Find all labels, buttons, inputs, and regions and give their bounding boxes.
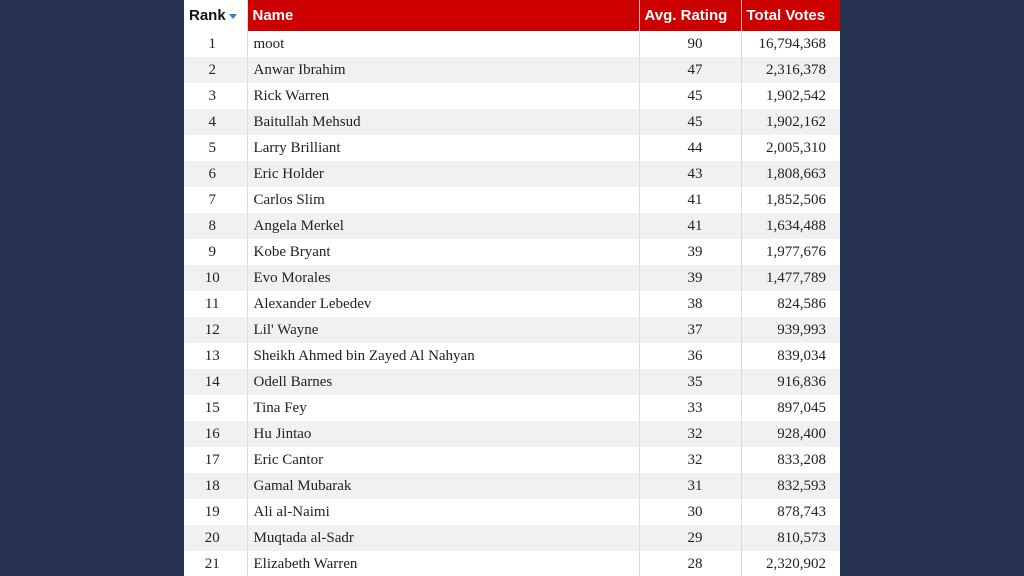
table-row[interactable] (184, 447, 840, 473)
table-row[interactable] (184, 421, 840, 447)
avg-rating-cell: 44 (639, 135, 741, 161)
total-votes-cell: 2,316,378 (741, 57, 840, 83)
avg-rating-cell: 35 (639, 369, 741, 395)
table-row[interactable] (184, 31, 840, 57)
total-votes-cell: 916,836 (741, 369, 840, 395)
rank-cell: 11 (184, 291, 247, 317)
avg-rating-cell: 43 (639, 161, 741, 187)
avg-rating-cell: 41 (639, 213, 741, 239)
table-row[interactable] (184, 369, 840, 395)
rank-cell: 17 (184, 447, 247, 473)
rank-cell: 5 (184, 135, 247, 161)
table-row[interactable] (184, 213, 840, 239)
rank-cell: 12 (184, 317, 247, 343)
total-votes-cell: 1,902,162 (741, 109, 840, 135)
name-column-header[interactable] (247, 0, 639, 31)
table-row[interactable] (184, 343, 840, 369)
table-header-row (184, 0, 840, 31)
name-cell: Kobe Bryant (247, 239, 639, 265)
avg-rating-cell: 33 (639, 395, 741, 421)
total-votes-cell: 897,045 (741, 395, 840, 421)
total-votes-cell: 939,993 (741, 317, 840, 343)
avg-rating-cell: 39 (639, 265, 741, 291)
name-cell: Muqtada al-Sadr (247, 525, 639, 551)
rank-cell: 3 (184, 83, 247, 109)
table-row[interactable] (184, 57, 840, 83)
total-votes-header-label: Total Votes (746, 7, 826, 24)
avg-rating-cell: 37 (639, 317, 741, 343)
avg-rating-header-label: Avg. Rating (644, 7, 728, 24)
table-row[interactable] (184, 161, 840, 187)
rank-cell: 2 (184, 57, 247, 83)
table-row[interactable] (184, 473, 840, 499)
name-cell: Odell Barnes (247, 369, 639, 395)
avg-rating-cell: 31 (639, 473, 741, 499)
total-votes-cell: 1,902,542 (741, 83, 840, 109)
total-votes-cell: 1,634,488 (741, 213, 840, 239)
total-votes-cell: 16,794,368 (741, 31, 840, 57)
avg-rating-cell: 30 (639, 499, 741, 525)
sort-descending-icon[interactable] (229, 14, 237, 19)
avg-rating-cell: 45 (639, 109, 741, 135)
total-votes-cell: 1,477,789 (741, 265, 840, 291)
total-votes-cell: 2,320,902 (741, 551, 840, 576)
total-votes-cell: 810,573 (741, 525, 840, 551)
table-row[interactable] (184, 187, 840, 213)
name-cell: Evo Morales (247, 265, 639, 291)
name-cell: Baitullah Mehsud (247, 109, 639, 135)
name-cell: Anwar Ibrahim (247, 57, 639, 83)
rank-header-label: Rank (189, 7, 226, 24)
avg-rating-cell: 90 (639, 31, 741, 57)
rank-cell: 13 (184, 343, 247, 369)
table-body (184, 31, 840, 576)
total-votes-cell: 1,852,506 (741, 187, 840, 213)
total-votes-column-header[interactable] (741, 0, 840, 31)
name-cell: Eric Cantor (247, 447, 639, 473)
rankings-panel (184, 0, 840, 576)
rank-cell: 10 (184, 265, 247, 291)
table-row[interactable] (184, 551, 840, 576)
total-votes-cell: 928,400 (741, 421, 840, 447)
avg-rating-cell: 45 (639, 83, 741, 109)
total-votes-cell: 832,593 (741, 473, 840, 499)
name-cell: Carlos Slim (247, 187, 639, 213)
table-row[interactable] (184, 239, 840, 265)
rank-column-header[interactable] (184, 0, 247, 31)
total-votes-cell: 839,034 (741, 343, 840, 369)
name-cell: Gamal Mubarak (247, 473, 639, 499)
avg-rating-cell: 29 (639, 525, 741, 551)
table-row[interactable] (184, 291, 840, 317)
table-row[interactable] (184, 395, 840, 421)
total-votes-cell: 2,005,310 (741, 135, 840, 161)
name-cell: Sheikh Ahmed bin Zayed Al Nahyan (247, 343, 639, 369)
rank-cell: 4 (184, 109, 247, 135)
rank-cell: 7 (184, 187, 247, 213)
avg-rating-cell: 47 (639, 57, 741, 83)
rank-cell: 1 (184, 31, 247, 57)
rank-cell: 19 (184, 499, 247, 525)
rank-cell: 16 (184, 421, 247, 447)
name-cell: Elizabeth Warren (247, 551, 639, 576)
rank-cell: 18 (184, 473, 247, 499)
name-cell: Larry Brilliant (247, 135, 639, 161)
table-row[interactable] (184, 83, 840, 109)
name-cell: Hu Jintao (247, 421, 639, 447)
rank-cell: 15 (184, 395, 247, 421)
table-row[interactable] (184, 499, 840, 525)
name-cell: Tina Fey (247, 395, 639, 421)
name-cell: Eric Holder (247, 161, 639, 187)
rank-cell: 8 (184, 213, 247, 239)
name-cell: moot (247, 31, 639, 57)
total-votes-cell: 1,977,676 (741, 239, 840, 265)
rank-cell: 9 (184, 239, 247, 265)
name-header-label: Name (252, 7, 294, 24)
rank-cell: 6 (184, 161, 247, 187)
name-cell: Angela Merkel (247, 213, 639, 239)
table-row[interactable] (184, 525, 840, 551)
name-cell: Rick Warren (247, 83, 639, 109)
name-cell: Ali al-Naimi (247, 499, 639, 525)
avg-rating-cell: 32 (639, 447, 741, 473)
total-votes-cell: 833,208 (741, 447, 840, 473)
table-row[interactable] (184, 135, 840, 161)
table-row[interactable] (184, 109, 840, 135)
name-cell: Lil' Wayne (247, 317, 639, 343)
total-votes-cell: 878,743 (741, 499, 840, 525)
avg-rating-cell: 38 (639, 291, 741, 317)
avg-rating-cell: 39 (639, 239, 741, 265)
avg-rating-cell: 32 (639, 421, 741, 447)
avg-rating-column-header[interactable] (639, 0, 741, 31)
name-cell: Alexander Lebedev (247, 291, 639, 317)
rankings-table (184, 0, 840, 576)
avg-rating-cell: 28 (639, 551, 741, 576)
total-votes-cell: 824,586 (741, 291, 840, 317)
avg-rating-cell: 41 (639, 187, 741, 213)
table-row[interactable] (184, 317, 840, 343)
rank-cell: 20 (184, 525, 247, 551)
rank-cell: 21 (184, 551, 247, 576)
total-votes-cell: 1,808,663 (741, 161, 840, 187)
rank-cell: 14 (184, 369, 247, 395)
avg-rating-cell: 36 (639, 343, 741, 369)
table-row[interactable] (184, 265, 840, 291)
